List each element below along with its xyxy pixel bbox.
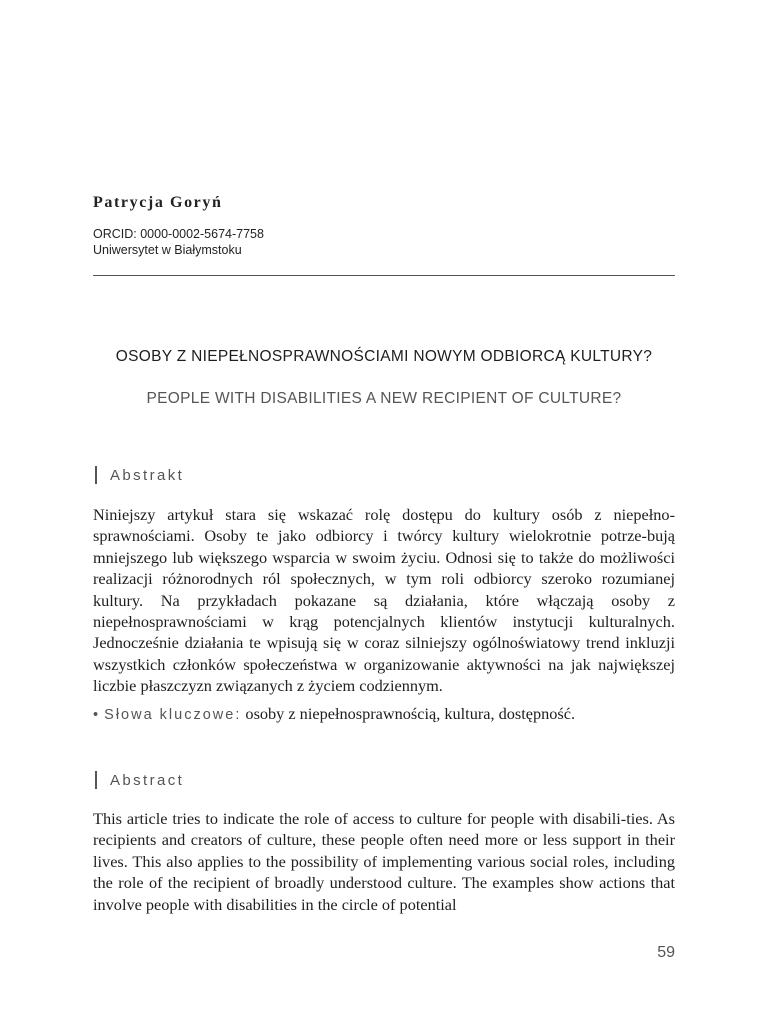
keywords-line xyxy=(93,703,575,726)
abstract-paragraph: This article tries to indicate the role of access to culture for people with disabili-ties. As recipients and creators of culture, these people often need more or less support in their lives. This also applies to the possibility of implementing various social roles, including the role of the recipient of broadly understood culture. The examples show actions that involve people with disabilities in the circle of potential xyxy=(93,809,675,914)
keywords-bullet: • xyxy=(93,707,101,723)
abstrakt-heading xyxy=(95,466,184,484)
abstract-heading xyxy=(95,771,184,789)
heading-bar-decoration xyxy=(95,771,97,789)
abstract-heading-label: Abstract xyxy=(110,771,185,789)
title-english: PEOPLE WITH DISABILITIES A NEW RECIPIENT OF CULTURE? xyxy=(146,390,622,407)
abstrakt-heading-label: Abstrakt xyxy=(110,466,185,484)
abstrakt-paragraph: Niniejszy artykuł stara się wskazać rolę dostępu do kultury osób z niepełno-sprawnościami. Osoby te jako odbiorcy i twórcy kultury wielokrotnie potrze-bują mniejszego lub większego wsparcia w swoim życiu. Odnosi się to także do możliwości realizacji różnorodnych ról społecznych, w tym roli odbiorcy szeroko rozumianej kultury. Na przykładach pokazane są działania, które włączają osoby z niepełnosprawnościami w krąg potencjalnych klientów instytucji kulturalnych. Jednocześnie działania te wpisują się w coraz silniejszy ogólnoświatowy trend inkluzji wszystkich członków społeczeństwa w organizowanie aktywności na jak największej liczbie płaszczyzn związanych z życiem codziennym. xyxy=(93,505,675,696)
title-polish: OSOBY Z NIEPEŁNOSPRAWNOŚCIAMI NOWYM ODBIORCĄ KULTURY? xyxy=(115,348,653,365)
keywords-label: Słowa kluczowe: xyxy=(104,707,242,723)
heading-bar-decoration xyxy=(95,466,97,484)
page-number: 59 xyxy=(657,944,675,961)
header-divider xyxy=(93,275,675,276)
orcid: ORCID: 0000-0002-5674-7758 xyxy=(93,227,264,241)
affiliation: Uniwersytet w Białymstoku xyxy=(93,243,242,257)
keywords-text: osoby z niepełnosprawnością, kultura, dostępność. xyxy=(245,704,576,723)
author-name: Patrycja Goryń xyxy=(93,194,223,211)
